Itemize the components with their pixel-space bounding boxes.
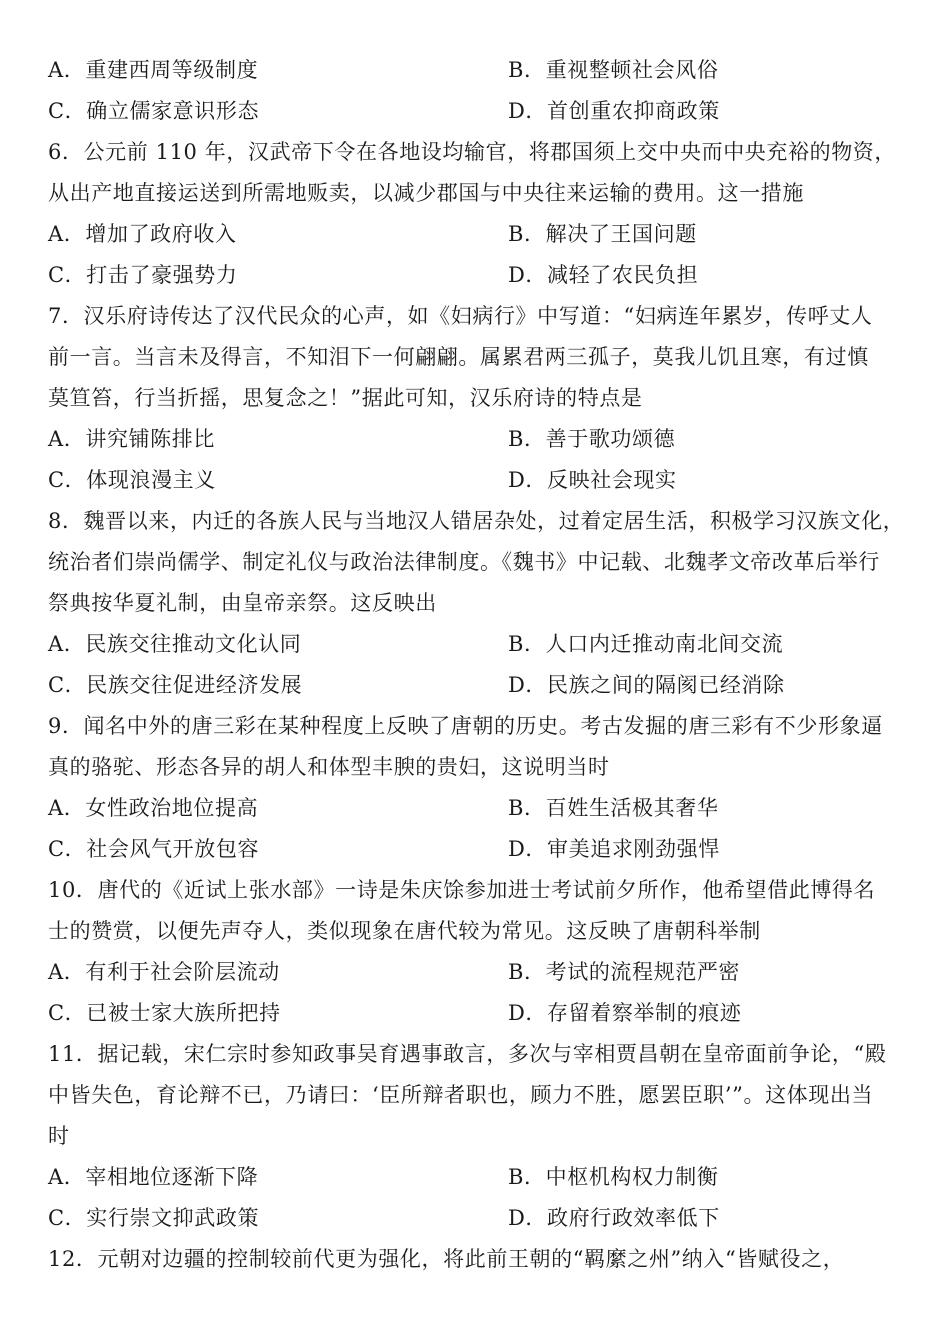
q7-stem-line-3: 莫笪笞，行当折摇，思复念之！”据此可知，汉乐府诗的特点是 bbox=[48, 386, 643, 410]
q10-stem-line-1: 10．唐代的《近试上张水部》一诗是朱庆馀参加进士考试前夕所作，他希望借此博得名 bbox=[48, 878, 876, 902]
q6-options-row-1 bbox=[48, 214, 904, 255]
q6-stem-line-2: 从出产地直接运送到所需地贩卖，以减少郡国与中央往来运输的费用。这一措施 bbox=[48, 181, 804, 205]
q7-option-c[interactable]: C．体现浪漫主义 bbox=[48, 468, 216, 492]
q11-options-row-1 bbox=[48, 1157, 904, 1198]
q9-options-row-2 bbox=[48, 829, 904, 870]
q8-stem-line-3: 祭典按华夏礼制，由皇帝亲祭。这反映出 bbox=[48, 591, 437, 615]
q11-options-row-2 bbox=[48, 1198, 904, 1239]
q6-option-b[interactable]: B．解决了王国问题 bbox=[508, 222, 697, 246]
q5-option-d[interactable]: D．首创重农抑商政策 bbox=[508, 99, 720, 123]
q10-option-a[interactable]: A．有利于社会阶层流动 bbox=[48, 960, 280, 984]
q9-option-d[interactable]: D．审美追求刚劲强悍 bbox=[508, 837, 720, 861]
q11-option-a[interactable]: A．宰相地位逐渐下降 bbox=[48, 1165, 259, 1189]
q9-option-c[interactable]: C．社会风气开放包容 bbox=[48, 837, 260, 861]
q8-options-row-2 bbox=[48, 665, 904, 706]
q6-option-d[interactable]: D．减轻了农民负担 bbox=[508, 263, 699, 287]
q11-stem-line-2: 中皆失色，育论辩不已，乃请曰：‘臣所辩者职也，顾力不胜，愿罢臣职’”。这体现出当 bbox=[48, 1083, 874, 1107]
q9-option-a[interactable]: A．女性政治地位提高 bbox=[48, 796, 259, 820]
q6-option-c[interactable]: C．打击了豪强势力 bbox=[48, 263, 238, 287]
q5-options-row-2 bbox=[48, 91, 904, 132]
q11-option-d[interactable]: D．政府行政效率低下 bbox=[508, 1206, 720, 1230]
q8-option-a[interactable]: A．民族交往推动文化认同 bbox=[48, 632, 302, 656]
q9-stem-line-1: 9．闻名中外的唐三彩在某种程度上反映了唐朝的历史。考古发掘的唐三彩有不少形象逼 bbox=[48, 714, 883, 738]
q12-stem-line-1: 12．元朝对边疆的控制较前代更为强化，将此前王朝的“羁縻之州”纳入“皆赋役之， bbox=[48, 1247, 845, 1271]
q8-option-c[interactable]: C．民族交往促进经济发展 bbox=[48, 673, 303, 697]
q11-option-b[interactable]: B．中枢机构权力制衡 bbox=[508, 1165, 719, 1189]
q7-option-a[interactable]: A．讲究铺陈排比 bbox=[48, 427, 215, 451]
q5-options-row-1 bbox=[48, 50, 904, 91]
q5-option-b[interactable]: B．重视整顿社会风俗 bbox=[508, 58, 719, 82]
q7-stem-line-2: 前一言。当言未及得言，不知泪下一何翩翩。属累君两三孤子，莫我儿饥且寒，有过慎 bbox=[48, 345, 869, 369]
q6-options-row-2 bbox=[48, 255, 904, 296]
q10-options-row-1 bbox=[48, 952, 904, 993]
q6-option-a[interactable]: A．增加了政府收入 bbox=[48, 222, 237, 246]
q10-option-b[interactable]: B．考试的流程规范严密 bbox=[508, 960, 741, 984]
q9-stem-line-2: 真的骆驼、形态各异的胡人和体型丰腴的贵妇，这说明当时 bbox=[48, 755, 610, 779]
q6-stem-line-1: 6．公元前 110 年，汉武帝下令在各地设均输官，将郡国须上交中央而中央充裕的物资， bbox=[48, 140, 896, 164]
q5-option-a[interactable]: A．重建西周等级制度 bbox=[48, 58, 259, 82]
q10-option-c[interactable]: C．已被士家大族所把持 bbox=[48, 1001, 281, 1025]
q8-stem-line-2: 统治者们崇尚儒学、制定礼仪与政治法律制度。《魏书》中记载、北魏孝文帝改革后举行 bbox=[48, 550, 880, 574]
q8-option-b[interactable]: B．人口内迁推动南北间交流 bbox=[508, 632, 784, 656]
q7-options-row-2 bbox=[48, 460, 904, 501]
q10-options-row-2 bbox=[48, 993, 904, 1034]
exam-page bbox=[48, 50, 904, 1280]
q11-stem-line-3: 时 bbox=[48, 1124, 70, 1148]
q11-option-c[interactable]: C．实行崇文抑武政策 bbox=[48, 1206, 260, 1230]
q5-option-c[interactable]: C．确立儒家意识形态 bbox=[48, 99, 260, 123]
q8-stem-line-1: 8．魏晋以来，内迁的各族人民与当地汉人错居杂处，过着定居生活，积极学习汉族文化， bbox=[48, 509, 905, 533]
q9-options-row-1 bbox=[48, 788, 904, 829]
q7-options-row-1 bbox=[48, 419, 904, 460]
q8-options-row-1 bbox=[48, 624, 904, 665]
q9-option-b[interactable]: B．百姓生活极其奢华 bbox=[508, 796, 719, 820]
q7-option-d[interactable]: D．反映社会现实 bbox=[508, 468, 677, 492]
q11-stem-line-1: 11．据记载，宋仁宗时参知政事吴育遇事敢言，多次与宰相贾昌朝在皇帝面前争论，“殿 bbox=[48, 1042, 887, 1066]
q10-option-d[interactable]: D．存留着察举制的痕迹 bbox=[508, 1001, 742, 1025]
q7-option-b[interactable]: B．善于歌功颂德 bbox=[508, 427, 676, 451]
q7-stem-line-1: 7．汉乐府诗传达了汉代民众的心声，如《妇病行》中写道：“妇病连年累岁，传呼丈人 bbox=[48, 304, 873, 328]
q10-stem-line-2: 士的赞赏，以便先声夺人，类似现象在唐代较为常见。这反映了唐朝科举制 bbox=[48, 919, 761, 943]
q8-option-d[interactable]: D．民族之间的隔阂已经消除 bbox=[508, 673, 785, 697]
